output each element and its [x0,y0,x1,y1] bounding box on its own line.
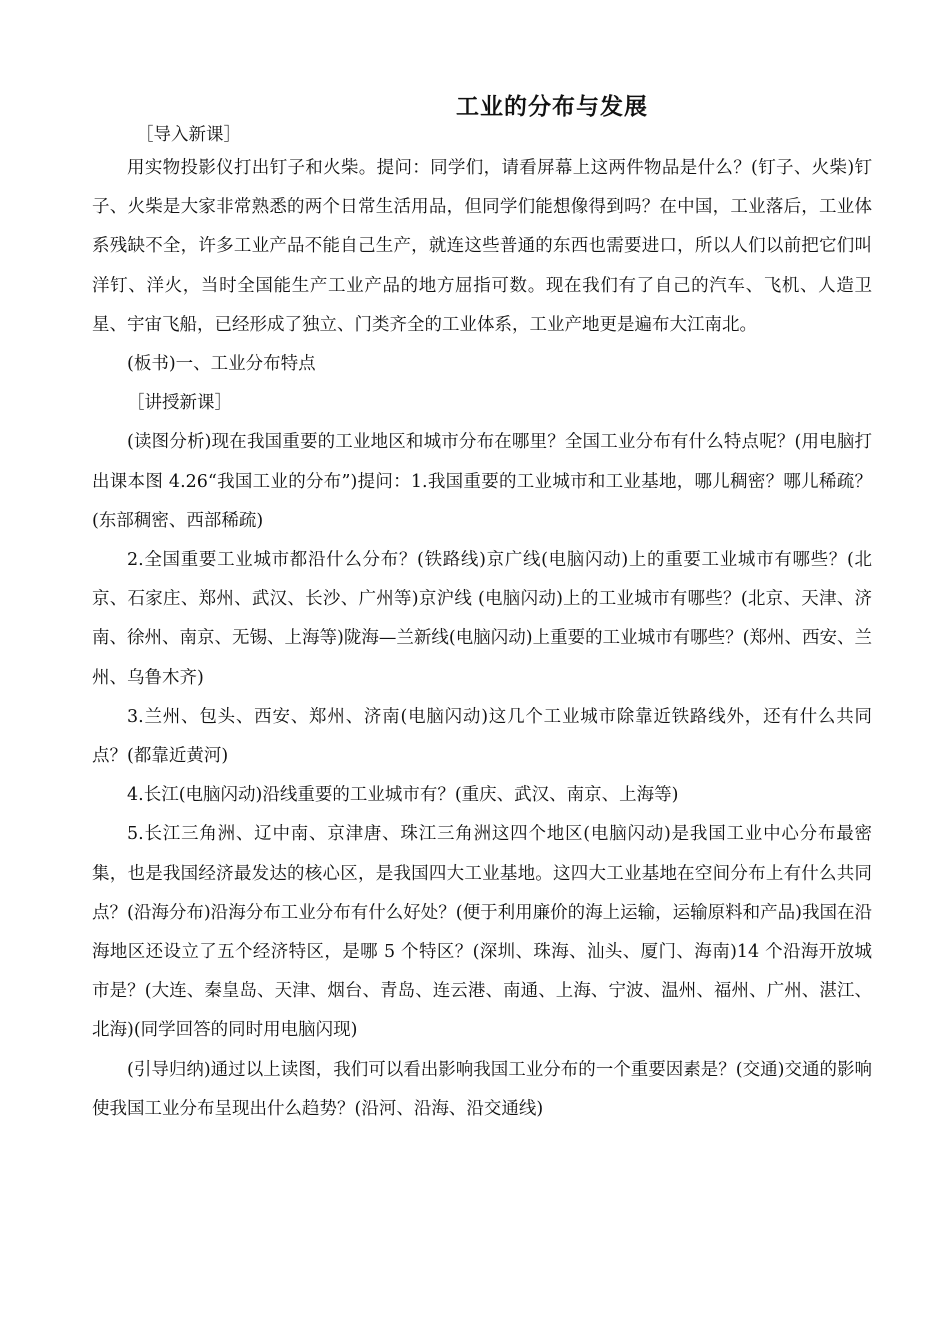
paragraph-intro: 用实物投影仪打出钉子和火柴。提问：同学们，请看屏幕上这两件物品是什么？(钉子、火柴)钉子、火柴是大家非常熟悉的两个日常生活用品，但同学们能想像得到吗？在中国，工业落后，工业体系残缺不全，许多工业产品不能自己生产，就连这些普通的东西也需要进口，所以人们以前把它们叫洋钉、洋火，当时全国能生产工业产品的地方屈指可数。现在我们有了自己的汽车、飞机、人造卫星、宇宙飞船，已经形成了独立、门类齐全的工业体系，工业产地更是遍布大江南北。 [92,158,872,335]
paragraph-question-5: 5.长江三角洲、辽中南、京津唐、珠江三角洲这四个地区(电脑闪动)是我国工业中心分布最密集，也是我国经济最发达的核心区，是我国四大工业基地。这四大工业基地在空间分布上有什么共同点？(沿海分布)沿海分布工业分布有什么好处？(便于利用廉价的海上运输，运输原料和产品)我国在沿海地区还设立了五个经济特区，是哪 5 个特区？(深圳、珠海、汕头、厦门、海南)14 个沿海开放城市是？(大连、秦皇岛、天津、烟台、青岛、连云港、南通、上海、宁波、温州、福州、广州、湛江、北海)(同学回答的同时用电脑闪现) [92,824,872,1041]
paragraph-guided-summary: (引导归纳)通过以上读图，我们可以看出影响我国工业分布的一个重要因素是？(交通)交通的影响使我国工业分布呈现出什么趋势？(沿河、沿海、沿交通线) [92,1059,872,1119]
paragraph-question-4: 4.长江(电脑闪动)沿线重要的工业城市有？(重庆、武汉、南京、上海等) [127,785,679,806]
paragraph-board-notes: (板书)一、工业分布特点 [127,354,316,375]
section-heading-lecture: ［讲授新课］ [127,393,232,414]
section-heading-intro: ［导入新课］ [136,125,241,145]
paragraph-question-2: 2.全国重要工业城市都沿什么分布？(铁路线)京广线(电脑闪动)上的重要工业城市有哪些？(北京、石家庄、郑州、武汉、长沙、广州等)京沪线 (电脑闪动)上的工业城市有哪些？(北京、天津、济南、徐州、南京、无锡、上海等)陇海—兰新线(电脑闪动)上重要的工业城市有哪些？(郑州、西安、兰州、乌鲁木齐) [92,550,872,688]
document-title: 工业的分布与发展 [456,94,648,120]
document-page [92,92,872,1129]
paragraph-question-3: 3.兰州、包头、西安、郑州、济南(电脑闪动)这几个工业城市除靠近铁路线外，还有什么共同点？(都靠近黄河) [92,706,872,767]
paragraph-reading-analysis: (读图分析)现在我国重要的工业地区和城市分布在哪里？全国工业分布有什么特点呢？(用电脑打出课本图 4.26“我国工业的分布”)提问：1.我国重要的工业城市和工业基地，哪儿稠密？哪儿稀疏？(东部稠密、西部稀疏) [92,432,872,531]
